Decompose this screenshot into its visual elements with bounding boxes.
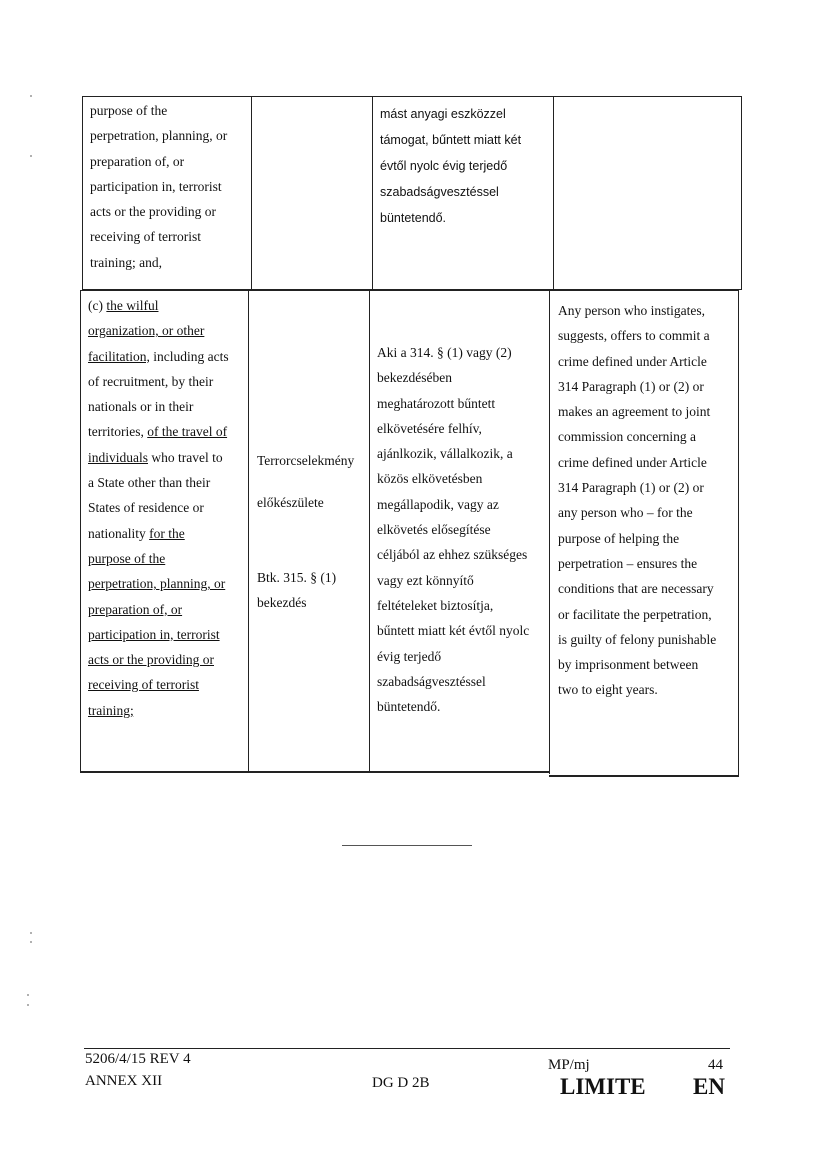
text-line: bekezdés — [257, 595, 307, 611]
text-line: Terrorcselekmény — [257, 453, 355, 468]
underlined-text: receiving of terrorist — [88, 677, 199, 693]
doc-reference: 5206/4/15 REV 4 — [85, 1051, 191, 1067]
text-line: training; and, — [90, 254, 162, 270]
hungarian-text-cell — [380, 101, 521, 231]
directive-text-cell — [90, 98, 227, 275]
text-line: 314 Paragraph (1) or (2) or — [558, 480, 704, 496]
underlined-text: individuals — [88, 449, 148, 465]
text-line: conditions that are necessary — [558, 581, 714, 597]
text-line — [88, 419, 229, 444]
text-line: preparation of, or — [90, 153, 185, 169]
text-line — [88, 293, 229, 318]
directive-text-cell — [88, 293, 229, 723]
plain-text: States of residence or — [88, 500, 204, 516]
plain-text: territories, — [88, 424, 148, 440]
underlined-text: perpetration, planning, or — [88, 576, 226, 592]
text-line: by imprisonment between — [558, 657, 699, 673]
text-line: makes an agreement to joint — [558, 404, 711, 420]
text-line: purpose of the — [90, 103, 168, 118]
text-line: előkészülete — [257, 495, 324, 510]
text-line — [88, 647, 229, 672]
margin-mark — [30, 155, 32, 157]
underlined-text: of the travel of — [147, 424, 228, 440]
text-line: közös elkövetésben — [377, 471, 483, 487]
hungarian-text-cell — [377, 340, 529, 719]
text-line: támogat, bűntett miatt két — [380, 133, 522, 147]
text-line: 314 Paragraph (1) or (2) or — [558, 378, 704, 394]
plain-text: of recruitment, by their — [88, 373, 214, 389]
language-code: EN — [693, 1074, 725, 1099]
translation-cell — [558, 298, 716, 703]
text-line: suggests, offers to commit a — [558, 328, 710, 344]
text-line — [88, 672, 229, 697]
classification-label: LIMITE — [560, 1074, 646, 1099]
initials: MP/mj — [548, 1057, 590, 1073]
text-line: is guilty of felony punishable — [558, 631, 717, 647]
underlined-text: acts or the providing or — [88, 652, 214, 668]
text-line — [88, 470, 229, 495]
underlined-text: training; — [88, 702, 134, 718]
text-line: szabadságvesztéssel — [380, 185, 499, 199]
text-line: elkövetés elősegítése — [377, 522, 491, 538]
text-line: acts or the providing or — [90, 204, 216, 220]
provision-cell — [257, 565, 336, 616]
margin-mark — [30, 932, 32, 934]
text-line: szabadságvesztéssel — [377, 673, 486, 689]
separator-line — [342, 845, 472, 846]
text-line — [88, 521, 229, 546]
text-line: commission concerning a — [558, 429, 696, 445]
text-line: büntetendő. — [377, 699, 441, 715]
margin-mark — [27, 994, 29, 996]
text-line: bekezdésében — [377, 370, 452, 386]
text-line: crime defined under Article — [558, 454, 707, 470]
text-line: perpetration, planning, or — [90, 128, 228, 144]
underlined-text: preparation of, or — [88, 601, 183, 617]
text-line — [88, 546, 229, 571]
text-line — [88, 597, 229, 622]
text-line: Btk. 315. § (1) — [257, 570, 337, 585]
text-line: bűntett miatt két évtől nyolc — [377, 623, 530, 639]
plain-text: including acts — [149, 348, 229, 364]
plain-text: (c) — [88, 298, 107, 313]
plain-text: a State other than their — [88, 475, 211, 491]
text-line: participation in, terrorist — [90, 178, 222, 194]
text-line: two to eight years. — [558, 682, 658, 698]
offence-name-cell — [257, 440, 354, 524]
text-line: elkövetésére felhív, — [377, 420, 482, 436]
text-line — [88, 394, 229, 419]
dg-label: DG D 2B — [372, 1075, 430, 1091]
text-line — [88, 698, 229, 723]
page-number: 44 — [708, 1057, 723, 1073]
text-line: perpetration – ensures the — [558, 555, 698, 571]
text-line: megállapodik, vagy az — [377, 496, 499, 512]
annex-label: ANNEX XII — [85, 1073, 163, 1089]
margin-mark — [27, 1004, 29, 1006]
text-line: mást anyagi eszközzel — [380, 107, 506, 121]
text-line: Any person who instigates, — [558, 303, 705, 318]
text-line — [88, 495, 229, 520]
text-line — [88, 622, 229, 647]
text-line: receiving of terrorist — [90, 229, 201, 245]
plain-text: nationality — [88, 525, 150, 541]
underlined-text: organization, or other — [88, 323, 205, 339]
underlined-text: purpose of the — [88, 550, 166, 566]
text-line: céljából az ehhez szükséges — [377, 547, 528, 563]
underlined-text: facilitation, — [88, 348, 150, 364]
text-line: vagy ezt könnyítő — [377, 572, 474, 588]
margin-mark — [30, 941, 32, 943]
text-line — [88, 318, 229, 343]
underlined-text: the wilful — [106, 298, 159, 313]
text-line: meghatározott bűntett — [377, 395, 496, 411]
text-line: crime defined under Article — [558, 353, 707, 369]
plain-text: who travel to — [148, 449, 223, 465]
text-line: Aki a 314. § (1) vagy (2) — [377, 345, 512, 360]
text-line: évig terjedő — [377, 648, 442, 664]
text-line: feltételeket biztosítja, — [377, 597, 494, 613]
text-line: or facilitate the perpetration, — [558, 606, 712, 622]
text-line: büntetendő. — [380, 211, 447, 225]
text-line — [88, 344, 229, 369]
text-line — [88, 369, 229, 394]
underlined-text: for the — [149, 525, 185, 541]
text-line — [88, 571, 229, 596]
text-line: évtől nyolc évig terjedő — [380, 159, 508, 173]
underlined-text: participation in, terrorist — [88, 626, 220, 642]
plain-text: nationals or in their — [88, 399, 194, 415]
text-line: any person who – for the — [558, 505, 693, 521]
text-line: ajánlkozik, vállalkozik, a — [377, 446, 513, 462]
footer-rule — [84, 1048, 730, 1049]
text-line: purpose of helping the — [558, 530, 680, 546]
margin-mark — [30, 95, 32, 97]
text-line — [88, 445, 229, 470]
